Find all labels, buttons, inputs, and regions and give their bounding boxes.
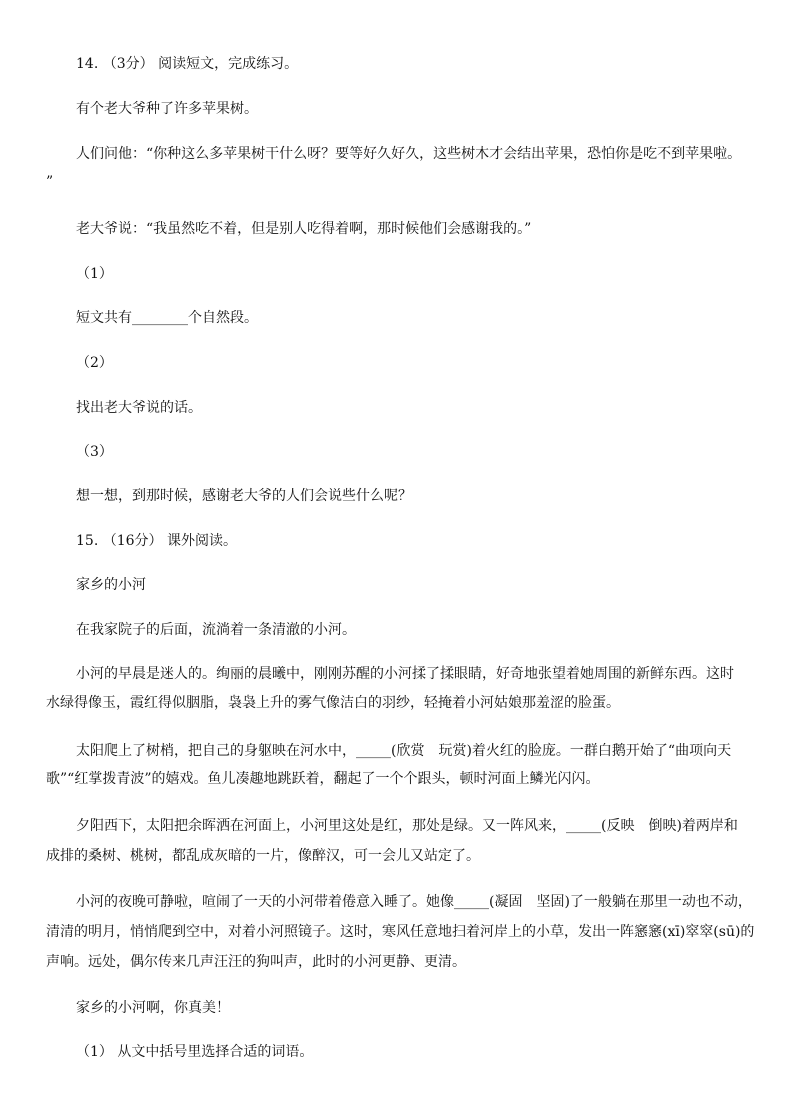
q15-paragraph-2-line-2: 水绿得像玉，霞红得似胭脂，袅袅上升的雾气像洁白的羽纱，轻掩着小河姑娘那羞涩的脸蛋。 [46, 695, 620, 711]
q14-sub2-text: 找出老大爷说的话。 [76, 400, 202, 416]
q14-paragraph-2-line-1: 人们问他：“你种这么多苹果树干什么呀？要等好久好久，这些树木才会结出苹果，恐怕你是吃不到苹果啦。 [76, 146, 742, 162]
q15-paragraph-3-line-2: 歌”“红掌拨青波”的嬉戏。鱼儿凑趣地跳跃着，翻起了一个个跟头，顿时河面上鳞光闪闪。 [46, 771, 600, 787]
q15-paragraph-4-line-1: 夕阳西下，太阳把余晖洒在河面上，小河里这处是红，那处是绿。又一阵风来，_____(反映 倒映)着两岸和 [76, 818, 738, 834]
q15-paragraph-5-line-1: 小河的夜晚可静啦，喧闹了一天的小河带着倦意入睡了。她像_____(凝固 坚固)了一般躺在那里一动也不动， [76, 894, 752, 910]
q15-paragraph-4-line-2: 成排的桑树、桃树，都乱成灰暗的一片，像醉汉，可一会儿又站定了。 [46, 848, 480, 864]
q14-sub1-text: 短文共有________个自然段。 [76, 310, 258, 326]
q15-paragraph-1: 在我家院子的后面，流淌着一条清澈的小河。 [76, 622, 356, 638]
q14-paragraph-3: 老大爷说：“我虽然吃不着，但是别人吃得着啊，那时候他们会感谢我的。” [76, 221, 532, 237]
q14-sub3-number: （3） [76, 444, 113, 460]
q15-paragraph-2-line-1: 小河的早晨是迷人的。绚丽的晨曦中，刚刚苏醒的小河揉了揉眼睛，好奇地张望着她周围的新鲜东西。这时 [76, 666, 734, 682]
q15-sub1-text: （1） 从文中括号里选择合适的词语。 [76, 1044, 314, 1060]
q15-passage-title: 家乡的小河 [76, 577, 146, 593]
q15-paragraph-5-line-2: 清清的明月，悄悄爬到空中，对着小河照镜子。这时，寒风任意地扫着河岸上的小草，发出一阵窸窸(xī)窣窣(sū)的 [46, 924, 755, 940]
q15-paragraph-5-line-3: 声响。远处，偶尔传来几声汪汪的狗叫声，此时的小河更静、更清。 [46, 954, 466, 970]
q15-paragraph-6: 家乡的小河啊，你真美！ [76, 1000, 230, 1016]
q14-paragraph-1: 有个老大爷种了许多苹果树。 [76, 101, 258, 117]
q14-heading: 14. （3分） 阅读短文，完成练习。 [76, 56, 299, 72]
q14-sub1-number: （1） [76, 266, 113, 282]
q14-sub3-text: 想一想，到那时候，感谢老大爷的人们会说些什么呢？ [76, 488, 412, 504]
q14-paragraph-2-line-2: ” [46, 174, 54, 190]
q14-sub2-number: （2） [76, 355, 113, 371]
q15-paragraph-3-line-1: 太阳爬上了树梢，把自己的身躯映在河水中，_____(欣赏 玩赏)着火红的脸庞。一群白鹅开始了“曲项向天 [76, 743, 732, 759]
q15-heading: 15. （16分） 课外阅读。 [76, 533, 237, 549]
